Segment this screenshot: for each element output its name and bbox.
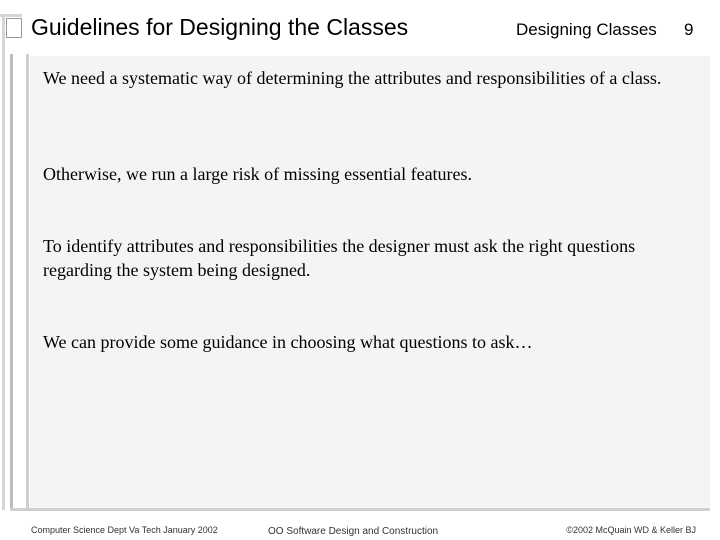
footer-center: OO Software Design and Construction [268, 526, 439, 537]
page-number: 9 [684, 20, 694, 39]
panel-border-left-outer [10, 54, 13, 510]
footer-right: ©2002 McQuain WD & Keller BJ [566, 525, 696, 535]
panel-border-bottom [10, 508, 710, 511]
paragraph-2: Otherwise, we run a large risk of missing essential features. [43, 164, 473, 184]
panel-border-left-inner [26, 54, 29, 510]
slide-title: Guidelines for Designing the Classes [31, 14, 409, 40]
paragraph-1: We need a systematic way of determining the attributes and responsibilities of a class. [43, 68, 662, 88]
paragraph-3: To identify attributes and responsibilities the designer must ask the right questions regarding the system being designed. [43, 236, 636, 280]
corner-decoration-square [6, 18, 22, 38]
footer-left: Computer Science Dept Va Tech January 2002 [31, 525, 218, 535]
paragraph-4: We can provide some guidance in choosing what questions to ask… [43, 332, 533, 352]
content-panel [30, 56, 710, 508]
left-decoration-bar [2, 14, 5, 510]
section-label: Designing Classes [516, 20, 657, 39]
